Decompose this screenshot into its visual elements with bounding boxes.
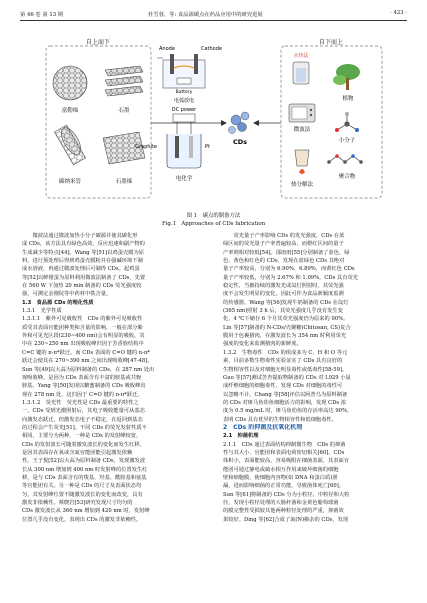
- text-line: 胺基。Yang 等[50]发现以糖蜜制备的 CDs 吸收峰出: [22, 383, 146, 390]
- bottom-up-title: 自下而上: [318, 39, 344, 46]
- text-line: 微波法通过微波加热小分子碳源并使其碳化形: [22, 233, 138, 239]
- electrochemistry-apparatus: [167, 114, 201, 168]
- text-line: 绿区间的荧光量子产率普遍较高，而橙红区间的量子: [223, 241, 344, 248]
- text-line: 成水溶液，再通过微波处理后可制得 CDs。起鸡蛋: [22, 266, 140, 273]
- text-line: 稳定性，当被持续的激发光或氙灯照射时，其荧光强: [223, 283, 344, 290]
- text-line: 一，CDs 受到光激照射后，其电子吸收能量可从基态: [22, 408, 145, 415]
- text-line: 化，4 ℃下储存 6 个月其荧光强度仍为原来的 90%。: [223, 316, 349, 323]
- text-line: 1.3.1.2 荧光性 荧光性是 CDs 最重要的特性之: [22, 399, 139, 406]
- text-line: Guo 等[57]测试苦杏提取物制备的 CDs 对 L929 小鼠: [223, 374, 351, 381]
- text-line: 激发非依赖性。蔡晓岩[53]研究发现尺寸均匀的: [22, 500, 133, 506]
- text-line: 1.3.1 光学性质: [22, 308, 62, 315]
- battery-icon: [177, 78, 191, 84]
- journal-volume: 第 46 卷 第 13 期: [20, 12, 64, 18]
- text-line: 性与其大小、官能团和表面电荷密切相关[60]。CDs: [223, 449, 345, 456]
- arc-discharge-label: 电弧放电: [173, 98, 195, 104]
- text-line: 径，发现小粒径处理的大肠杆菌和金黄色葡萄球菌: [223, 500, 339, 506]
- graphite-icon: [105, 66, 143, 96]
- text-line: 相同，主要分为两种，一种是 CDs 的发射峰较宽，: [22, 433, 142, 440]
- graphite-electrode-label: Graphite: [135, 144, 157, 150]
- text-line: CDs 激发波长从 360 nm 增加到 420 nm 时，发射峰: [22, 508, 150, 515]
- text-line: 等官能团有关。另一种是 CDs 的尺寸及表面状态均: [22, 483, 142, 490]
- graphite-label: 石墨: [118, 108, 130, 114]
- text-line: 2.1.1 CDs 通过表面结构抑制微生物 CDs 的抑菌: [223, 441, 346, 448]
- small-molecule-label: 小分子: [338, 138, 356, 144]
- figure-caption-cn: 图 1 碳点的制备方法: [186, 213, 241, 219]
- body-column-right: [223, 232, 403, 524]
- running-header: [20, 9, 407, 21]
- cds-label: CDs: [232, 138, 248, 146]
- page-number: · 423 ·: [390, 10, 407, 16]
- text-line: 荧光量子产率影响 CDs 的发光强度，CDs 在蓝: [223, 233, 345, 239]
- text-line: 是因其表面存在氧或含氮官能团能引起激发依赖: [22, 449, 133, 456]
- text-line: 1.3.2 生物毒性 CDs 的组成多为 C、H 和 O 等元: [223, 349, 348, 356]
- text-line: 体积小，表面能较高，容易吸附在细菌表面，其表面官: [223, 458, 349, 465]
- plant-icon: [333, 64, 360, 90]
- text-line: 以忽略不计。Chang 等[58]评估以阿普乌为原料制备: [223, 391, 348, 398]
- dc-power-label: DC power: [171, 107, 197, 113]
- anode-label: Anode: [159, 46, 175, 52]
- carbon-nanotube-label: 碳纳米管: [58, 179, 82, 185]
- text-line: (365 nm)照射 3 h 后，其荧光强度几乎没有发生变: [223, 308, 343, 315]
- text-line: 色、黄色和红色的 CDs，发现在蓝绿色 CDs 其绝对: [223, 258, 345, 265]
- text-line: 的传感器。Wang 等[56]发现牛奶制备的 CDs 在氙灯: [223, 299, 349, 306]
- text-line: 壁和细胞膜，使细胞内容物(如 DNA 和蛋白质)泄: [223, 474, 338, 481]
- running-title: 杜雪蓉，等: 食品源碳点在药品应用中的研究进展: [148, 12, 263, 18]
- text-line: 匀，其发射峰位置不随激发波长的变化而改变，具有: [22, 491, 143, 498]
- hydrothermal-label: 水热法: [293, 53, 309, 59]
- battery-label: Battery: [175, 90, 193, 95]
- text-line: 量子产率较低，分别为 2.67% 和 1.09%。CDs 具有荧光: [223, 274, 358, 281]
- small-molecule-icon: [335, 112, 359, 132]
- electrochemistry-label: 电化学: [175, 176, 193, 182]
- text-line: 1.3.1.1 紫外可见吸收性 CDs 的紫外可见吸收性: [22, 316, 143, 323]
- text-line: 料，进行预处理后得到鸡蛋壳膜粉并在强碱环境下制: [22, 258, 143, 265]
- cathode-label: Cathode: [201, 46, 222, 52]
- text-line: 性。王子悦[52]以大蒜为原料制备 CDs，发现激发波: [22, 458, 146, 465]
- text-line: 量子产率较高，分别为 6.90%、6.89%，而黄红色 CDs: [223, 266, 355, 273]
- body-column-left: [22, 232, 202, 524]
- text-line: Sun 等[61]将制备的 CDs 分为小粒径、中粒径和大粒: [223, 491, 350, 498]
- text-line: 的 CDs 对斑马鱼幼鱼细胞活力的影响，发现 CDs 浓: [223, 399, 347, 406]
- text-line: 质受其表面官能团种类和含量的影响，一般在部分紫: [22, 324, 143, 331]
- section-heading: 2 CDs 的抑菌及抗氧化机理: [223, 423, 303, 431]
- text-line: 漏，进而影响细菌的正常功能，导致菌体死亡[60]。: [223, 483, 345, 490]
- text-line: Lin 等[57]制备的 N-CDs/壳聚糖(Chitosan, CS)复合: [223, 324, 351, 331]
- text-line: 中在 230~250 nm 出现吸收峰归因于芳香族结构中: [22, 341, 144, 348]
- arc-discharge-apparatus: [157, 54, 205, 88]
- top-down-title: 自上而下: [85, 39, 111, 46]
- fullerene-label: 富勒烯: [61, 108, 79, 114]
- text-line: 生成减少等特点[44]。Wang 等[51]以鸡蛋壳膜为原: [22, 249, 145, 256]
- text-line: 外和可见光区段(230~400 nm)会有明显的吸收，其: [22, 333, 145, 340]
- text-line: 表明 CDs 具有优异的生物相容性和低细胞毒性。: [223, 416, 338, 423]
- section-heading: 2.1 抑菌机理: [223, 433, 259, 440]
- text-line: 长从 300 nm 增加到 400 nm 时发射峰的位置发生红: [22, 466, 148, 473]
- thermal-decomposition-icon: [295, 150, 309, 174]
- text-line: 强，可测定金刚烷等中药材中铁含量。: [22, 291, 112, 298]
- text-line: 成纤维细胞的细胞毒性，发现 CDs 对细胞的毒性可: [223, 383, 343, 390]
- text-line: 成 CDs，该方法具有绿色高效、反应迅速和副产物的: [22, 241, 145, 248]
- text-line: C=C 键的 π-π*跃迁，而 CDs 表面的 C=O 键的 n-π*: [22, 349, 151, 356]
- text-line: 位置几乎没有变化，表现出 CDs 的激发非依赖性。: [22, 516, 142, 523]
- text-line: 度不会发生明显的变化，因此可作为食品新颖度监测: [223, 291, 344, 298]
- text-line: Sun 等[49]以大蒜为原料制备的 CDs，在 287 nm 处出: [22, 366, 155, 373]
- text-line: CDs 的发射波长可随着激发波长的变化而发生红移，: [22, 441, 145, 448]
- thermal-decomposition-label: 热分解法: [290, 182, 314, 188]
- cds-particles-icon: [229, 112, 250, 134]
- text-line: 产率则相对较低[54]。邵雨雨[55]分别制备了蓝色、绿: [223, 249, 350, 256]
- text-line: 现在 278 nm 处，这归因于 C=O 键的 n-π*跃迁。: [22, 391, 143, 398]
- text-line: 膜用于包裹猪肉，在激发波长为 354 nm 时利用荧光: [223, 333, 347, 340]
- text-line: 强度的变化来监测猪肉的新鲜度。: [223, 341, 302, 348]
- microwave-label: 微波法: [293, 127, 311, 133]
- text-line: 向激发态跃迁，但激发态电子不稳定，在返回到基态: [22, 416, 143, 423]
- fullerene-icon: [53, 66, 87, 100]
- text-line: 生物相容性以及对细胞无明显毒性或低毒性[58-59]。: [223, 366, 348, 373]
- figure-1: [45, 38, 383, 208]
- text-line: 现吸收峰，是因为 CDs 表面含有丰富的胺基或共轭: [22, 374, 142, 381]
- text-line: 在 560 W 下加热 20 min 制备的 CDs 荧光强度较: [22, 283, 142, 290]
- text-line: 移，是与 CDs 表面含有的羧基、羟基、酰胺基和氨基: [22, 474, 147, 481]
- figure-1-diagram: [45, 38, 383, 208]
- text-line: 等[52]以鲜猪蛋为原料利用微波法制备了 CDs，先置: [22, 274, 146, 281]
- section-heading: 1.3 食品源 CDs 的理化性质: [22, 299, 94, 306]
- hydrothermal-reactor-icon: [293, 62, 309, 84]
- pt-electrode-label: Pt: [205, 144, 210, 150]
- polymer-icon: [327, 154, 363, 164]
- carbon-nanotube-icon: [54, 125, 85, 165]
- text-line: 果较好。Ding 等[62]合成了氮(N)掺杂的 CDs，发现: [223, 516, 349, 523]
- microwave-icon: [289, 104, 315, 122]
- graphene-label: 石墨烯: [115, 179, 133, 185]
- polymer-label: 聚合物: [338, 174, 356, 180]
- text-line: 度为 0.5 mg/mL 时，斑马鱼幼鱼的存活率高达 90%，: [223, 408, 353, 415]
- text-line: 跃迁会使其在 270~390 nm 之间出现吸收峰[47-48]。: [22, 358, 153, 365]
- text-line: 素，目前多数生物毒性实验证实了 CDs 具有良好的: [223, 358, 343, 365]
- text-line: 能团可通过静电或疏水相互作用来破坏细菌的细胞: [223, 466, 339, 473]
- text-line: 的膜完整性受损较其他两种粒径处理的严重，抑菌效: [223, 508, 344, 515]
- plant-label: 植物: [342, 96, 354, 102]
- figure-caption-en: Fig.1 Approaches of CDs fabrication: [161, 221, 266, 227]
- text-line: 的过程会产生荧光[51]。不同 CDs 的荧光发射性质不: [22, 424, 147, 431]
